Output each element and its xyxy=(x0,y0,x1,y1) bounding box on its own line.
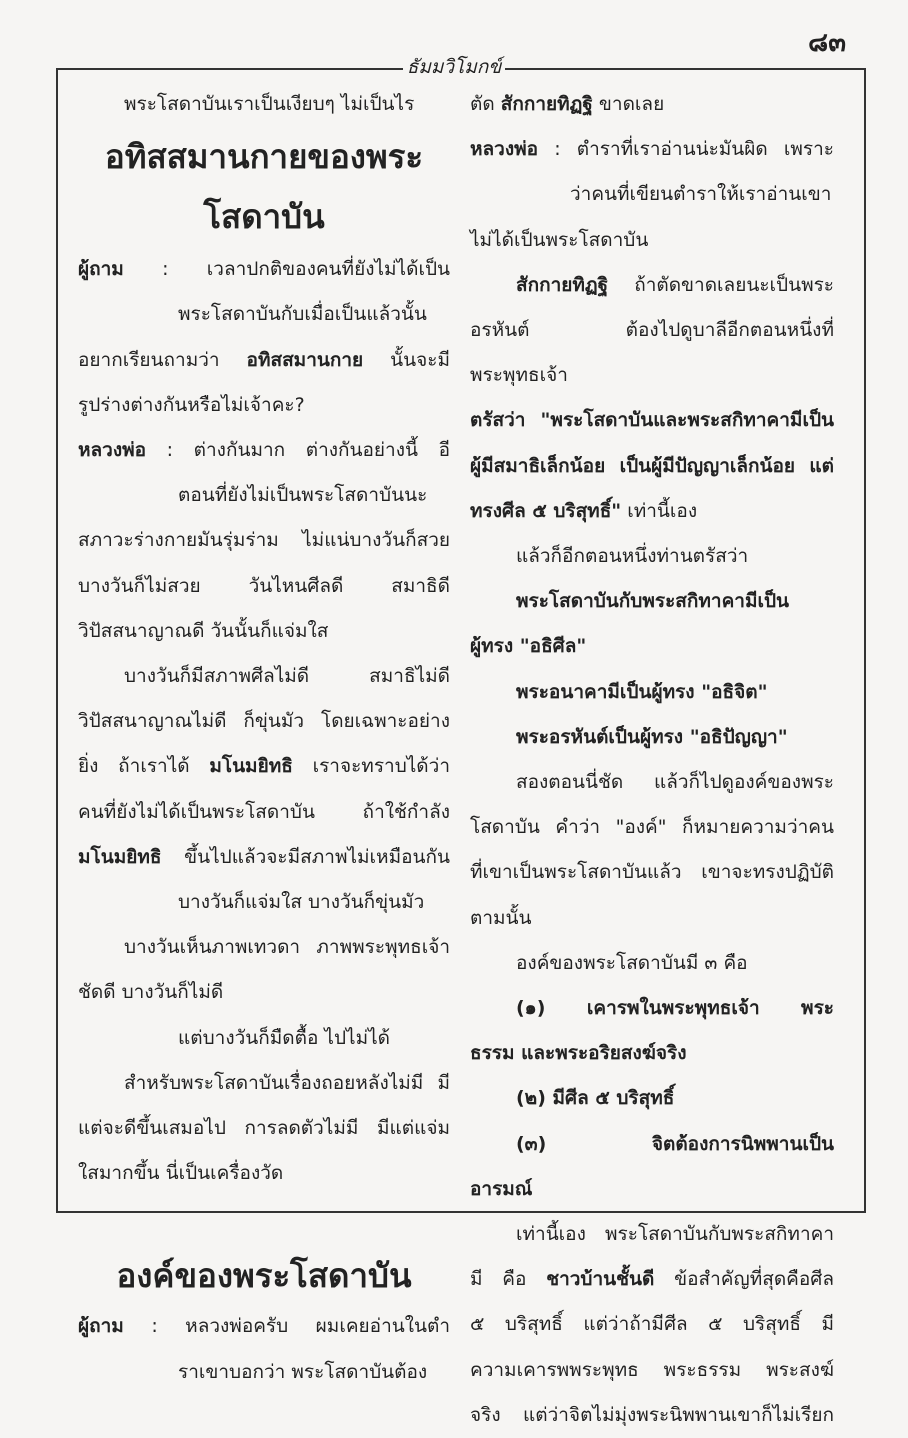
text-line xyxy=(470,1393,834,1438)
text-line xyxy=(470,398,834,443)
line-text: ตรัสว่า "พระโสดาบันและพระสกิทาคามีเป็น xyxy=(470,409,834,432)
line-text: อารมณ์ xyxy=(470,1177,533,1200)
text-line xyxy=(78,383,450,428)
text-line xyxy=(470,670,834,715)
text-line xyxy=(78,970,450,1015)
text-line xyxy=(78,292,450,337)
text-line xyxy=(78,744,450,789)
line-text: ธรรม และพระอริยสงฆ์จริง xyxy=(470,1042,687,1065)
text-line xyxy=(470,760,834,805)
line-text: แต่จะดีขึ้นเสมอไป การลดตัวไม่มี มีแต่แจ่ม xyxy=(78,1117,450,1140)
line-text: ที่เขาเป็นพระโสดาบันแล้ว เขาจะทรงปฏิบัติ xyxy=(470,861,834,884)
text-line xyxy=(78,338,450,383)
line-text: แล้วก็อีกตอนหนึ่งท่านตรัสว่า xyxy=(516,545,749,568)
page-number: ๘๓ xyxy=(808,28,846,58)
text-line xyxy=(78,699,450,744)
line-text: ตามนั้น xyxy=(470,906,532,929)
text-line xyxy=(78,1304,450,1349)
text-line xyxy=(78,564,450,609)
line-text: มโนมยิทธิ ขึ้นไปแล้วจะมีสภาพไม่เหมือนกัน xyxy=(78,845,450,868)
line-text: โสดาบัน คำว่า "องค์" ก็หมายความว่าคน xyxy=(470,816,834,839)
line-text: (๒) มีศีล ๕ บริสุทธิ์ xyxy=(516,1087,675,1110)
right-column xyxy=(470,82,834,1438)
line-text: พระโสดาบันกับพระสกิทาคามีเป็น xyxy=(516,590,790,613)
line-text: ผู้มีสมาธิเล็กน้อย เป็นผู้มีปัญญาเล็กน้อย แต่ xyxy=(470,454,834,477)
line-text: (๑) เคารพในพระพุทธเจ้า พระ xyxy=(516,997,834,1020)
line-text: บางวันก็มีสภาพศีลไม่ดี สมาธิไม่ดี xyxy=(124,665,450,688)
line-text: : ตำราที่เราอ่านน่ะมันผิด เพราะ xyxy=(554,138,834,161)
text-line xyxy=(78,1061,450,1106)
line-text: ราเขาบอกว่า พระโสดาบันต้อง xyxy=(178,1360,428,1383)
line-text: ไม่ได้เป็นพระโสดาบัน xyxy=(470,228,649,251)
line-text: ชัดดี บางวันก็ไม่ดี xyxy=(78,981,224,1004)
text-line xyxy=(470,127,834,172)
text-line xyxy=(470,1167,834,1212)
speaker-label: หลวงพ่อ xyxy=(470,138,539,161)
text-line xyxy=(78,654,450,699)
line-text: ผู้ทรง "อธิศีล" xyxy=(470,635,587,658)
line-text: พระอนาคามีเป็นผู้ทรง "อธิจิต" xyxy=(516,680,768,703)
line-text: ความเคารพพระพุทธ พระธรรม พระสงฆ์ xyxy=(470,1358,834,1381)
section-heading xyxy=(78,1248,450,1304)
text-line xyxy=(470,805,834,850)
text-line xyxy=(78,880,450,925)
line-text: รูปร่างต่างกันหรือไม่เจ้าคะ? xyxy=(78,393,305,416)
speaker-label: หลวงพ่อ xyxy=(78,439,147,462)
text-line xyxy=(78,247,450,292)
text-line xyxy=(470,1031,834,1076)
text-line xyxy=(470,941,834,986)
text-line xyxy=(78,925,450,970)
text-line xyxy=(470,1076,834,1121)
line-text: พระโสดาบันเราเป็นเงียบๆ ไม่เป็นไร xyxy=(124,93,415,115)
text-line xyxy=(78,1350,450,1395)
text-line xyxy=(78,473,450,518)
line-text: แต่บางวันก็มืดตื้อ ไปไม่ได้ xyxy=(178,1026,390,1049)
text-line xyxy=(470,1348,834,1393)
text-line xyxy=(78,428,450,473)
line-text: วิปัสสนาญาณดี วันนั้นก็แจ่มใส xyxy=(78,619,329,642)
text-line xyxy=(78,1016,450,1061)
text-line xyxy=(78,82,450,127)
line-text: พระโสดาบันกับเมื่อเป็นแล้วนั้น xyxy=(178,303,427,326)
line-text: องค์ของพระโสดาบันมี ๓ คือ xyxy=(516,951,748,974)
line-text: วิปัสสนาญาณไม่ดี ก็ขุ่นมัว โดยเฉพาะอย่าง xyxy=(78,710,450,733)
line-text: บางวันเห็นภาพเทวดา ภาพพระพุทธเจ้า xyxy=(124,936,450,959)
text-line xyxy=(78,609,450,654)
line-text: อทิสสมานกายของพระโสดาบัน xyxy=(104,137,424,237)
line-text: บางวันก็แจ่มใส บางวันก็ขุ่นมัว xyxy=(178,891,425,914)
line-text: : หลวงพ่อครับ ผมเคยอ่านในตำ xyxy=(151,1315,450,1338)
line-text: : เวลาปกติของคนที่ยังไม่ได้เป็น xyxy=(162,258,450,281)
section-heading xyxy=(78,127,450,247)
line-text: ใสมากขึ้น นี่เป็นเครื่องวัด xyxy=(78,1162,284,1185)
line-text: (๓) จิตต้องการนิพพานเป็น xyxy=(516,1132,834,1155)
text-line xyxy=(470,896,834,941)
line-text: เท่านี้เอง พระโสดาบันกับพระสกิทาคา xyxy=(516,1223,834,1246)
line-text: พระอรหันต์เป็นผู้ทรง "อธิปัญญา" xyxy=(516,725,788,748)
text-line xyxy=(470,308,834,398)
line-text: องค์ของพระโสดาบัน xyxy=(116,1256,412,1296)
text-line xyxy=(470,1257,834,1302)
line-text: จริง แต่ว่าจิตไม่มุ่งพระนิพพานเขาก็ไม่เรียก xyxy=(470,1403,834,1426)
text-line xyxy=(78,1151,450,1196)
running-title: ธัมมวิโมกข์ xyxy=(0,52,908,82)
text-line xyxy=(470,534,834,579)
line-text: สำหรับพระโสดาบันเรื่องถอยหลังไม่มี มี xyxy=(124,1071,450,1094)
text-line xyxy=(78,790,450,835)
line-text: ตอนที่ยังไม่เป็นพระโสดาบันนะ xyxy=(178,484,428,507)
text-line xyxy=(470,263,834,308)
text-line xyxy=(78,1106,450,1151)
line-text: สภาวะร่างกายมันรุ่มร่าม ไม่แน่บางวันก็สวย xyxy=(78,529,450,552)
line-text: ว่าคนที่เขียนตำราให้เราอ่านเขา xyxy=(570,183,832,206)
text-line xyxy=(470,986,834,1031)
line-text: ทรงศีล ๕ บริสุทธิ์" เท่านี้เอง xyxy=(470,499,698,522)
left-column xyxy=(78,82,450,1395)
line-text: สักกายทิฏฐิ ถ้าตัดขาดเลยนะเป็นพระ xyxy=(516,273,834,296)
text-line xyxy=(470,172,834,217)
line-text: มี คือ ชาวบ้านชั้นดี ข้อสำคัญที่สุดคือศีล xyxy=(470,1268,834,1291)
text-line xyxy=(470,444,834,489)
line-text: คนที่ยังไม่ได้เป็นพระโสดาบัน ถ้าใช้กำลัง xyxy=(78,800,450,823)
line-text: บางวันก็ไม่สวย วันไหนศีลดี สมาธิดี xyxy=(78,574,450,597)
speaker-label: ผู้ถาม xyxy=(78,258,124,281)
text-line xyxy=(470,1302,834,1347)
text-line xyxy=(470,579,834,624)
line-text: ตัด สักกายทิฏฐิ ขาดเลย xyxy=(470,93,665,115)
text-line xyxy=(470,82,834,127)
text-line xyxy=(470,715,834,760)
line-text: อยากเรียนถามว่า อทิสสมานกาย นั้นจะมี xyxy=(78,348,450,371)
text-line xyxy=(470,1122,834,1167)
text-line xyxy=(470,1212,834,1257)
speaker-label: ผู้ถาม xyxy=(78,1315,124,1338)
text-line xyxy=(78,835,450,880)
text-line xyxy=(78,518,450,563)
text-line xyxy=(470,489,834,534)
text-line xyxy=(470,218,834,263)
line-text: อรหันต์ ต้องไปดูบาลีอีกตอนหนึ่งที่พระพุทธเจ้า xyxy=(470,319,834,387)
text-line xyxy=(470,850,834,895)
line-text: ๕ บริสุทธิ์ แต่ว่าถ้ามีศีล ๕ บริสุทธิ์ มี xyxy=(470,1313,834,1336)
line-text: สองตอนนี่ชัด แล้วก็ไปดูองค์ของพระ xyxy=(516,771,834,794)
line-text: ยิ่ง ถ้าเราได้ มโนมยิทธิ เราจะทราบได้ว่า xyxy=(78,755,450,778)
text-line xyxy=(470,624,834,669)
line-text: : ต่างกันมาก ต่างกันอย่างนี้ อี xyxy=(166,439,450,462)
